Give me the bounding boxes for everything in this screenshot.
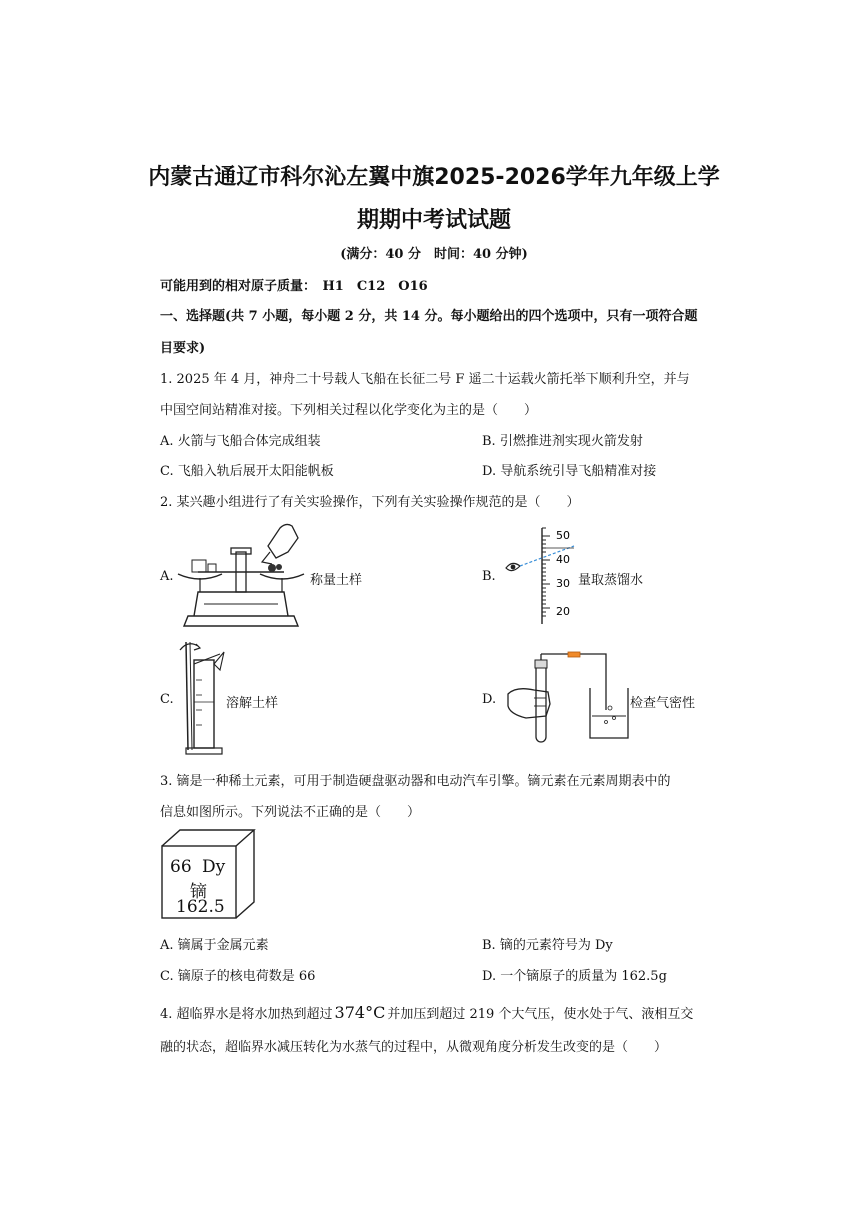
q2-option-d-label: 检查气密性 — [630, 696, 696, 711]
q4-stem-part1: 4. 超临界水是将水加热到超过 — [160, 1007, 333, 1022]
airtightness-illustration — [506, 652, 634, 744]
element-symbol: Dy — [202, 857, 226, 877]
q4-stem — [160, 1003, 693, 1022]
stirring-illustration — [176, 640, 230, 758]
cylinder-reading-illustration — [500, 526, 580, 626]
q3-option-a: A. 镝属于金属元素 — [160, 938, 269, 953]
q1-stem: 1. 2025 年 4 月，神舟二十号载人飞船在长征二号 F 遥二十运载火箭托举下顺利升空，并与 — [160, 372, 690, 387]
q1-stem-cont: 中国空间站精准对接。下列相关过程以化学变化为主的是（ ） — [160, 403, 538, 418]
q2-option-d-letter: D. — [482, 692, 497, 707]
tick-20: 20 — [556, 605, 570, 618]
q2-option-a-letter: A. — [160, 569, 174, 584]
q1-option-a: A. 火箭与飞船合体完成组装 — [160, 434, 321, 449]
q1-option-c: C. 飞船入轨后展开太阳能帆板 — [160, 464, 334, 479]
exam-info: (满分：40 分 时间：40 分钟) — [340, 247, 528, 262]
q3-stem-cont: 信息如图所示。下列说法不正确的是（ ） — [160, 805, 421, 820]
element-name: 镝 — [190, 882, 207, 902]
q2-stem: 2. 某兴趣小组进行了有关实验操作，下列有关实验操作规范的是（ ） — [160, 495, 580, 510]
section1-heading-cont: 目要求) — [160, 341, 206, 356]
page-title-line2: 期期中考试试题 — [356, 208, 511, 233]
q3-option-c: C. 镝原子的核电荷数是 66 — [160, 969, 316, 984]
tick-30: 30 — [556, 577, 570, 590]
q2-option-b-label: 量取蒸馏水 — [578, 573, 644, 588]
q1-option-b: B. 引燃推进剂实现火箭发射 — [482, 434, 643, 449]
q4-stem-cont: 融的状态，超临界水减压转化为水蒸气的过程中，从微观角度分析发生改变的是（ ） — [160, 1040, 668, 1055]
q3-option-d: D. 一个镝原子的质量为 162.5g — [482, 969, 667, 984]
q4-temperature: 374°C — [334, 1003, 386, 1022]
element-atomic-number: 66 — [170, 857, 192, 877]
atomic-mass-note: 可能用到的相对原子质量： H1 C12 O16 — [160, 279, 428, 294]
q3-stem: 3. 镝是一种稀土元素，可用于制造硬盘驱动器和电动汽车引擎。镝元素在元素周期表中的 — [160, 774, 671, 789]
page-title-line1: 内蒙古通辽市科尔沁左翼中旗2025-2026学年九年级上学 — [148, 165, 720, 190]
balance-illustration — [176, 522, 306, 634]
q2-option-b-letter: B. — [482, 569, 496, 584]
tick-50: 50 — [556, 529, 570, 542]
section1-heading: 一、选择题(共 7 小题，每小题 2 分，共 14 分。每小题给出的四个选项中，只有一项符合题 — [160, 309, 698, 324]
q3-option-b: B. 镝的元素符号为 Dy — [482, 938, 613, 953]
q1-option-d: D. 导航系统引导飞船精准对接 — [482, 464, 657, 479]
q2-option-c-label: 溶解土样 — [226, 696, 279, 711]
tick-40: 40 — [556, 553, 570, 566]
q2-option-c-letter: C. — [160, 692, 174, 707]
q4-stem-part2: 并加压到超过 219 个大气压，使水处于气、液相互交 — [387, 1007, 694, 1022]
q2-option-a-label: 称量土样 — [310, 573, 363, 588]
element-atomic-mass: 162.5 — [176, 897, 225, 917]
